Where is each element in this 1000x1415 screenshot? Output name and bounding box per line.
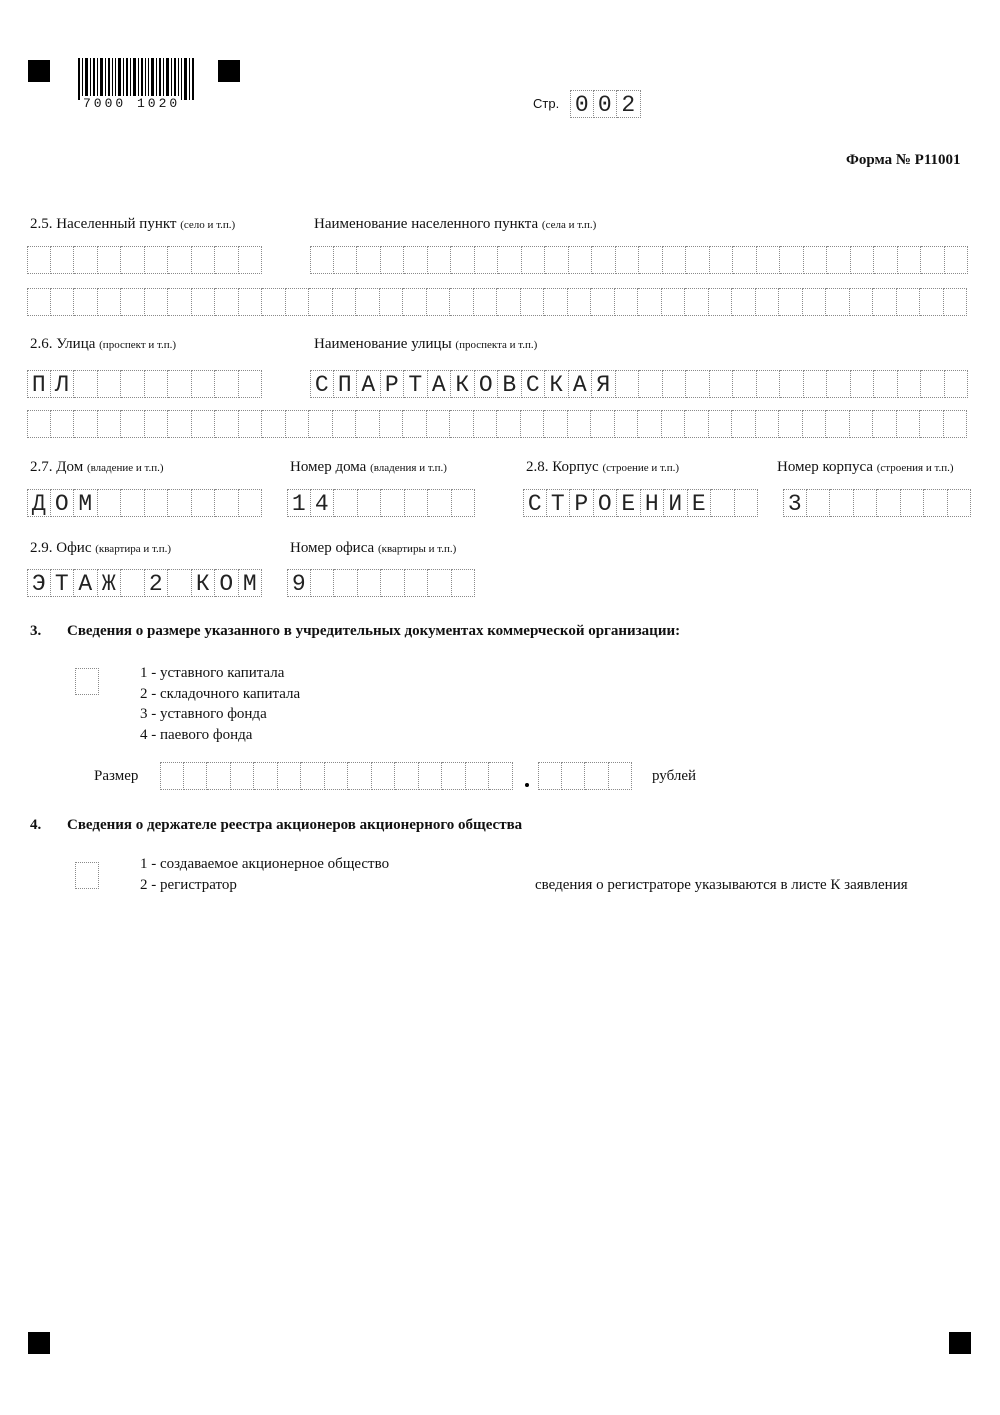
- char-cell: В: [498, 370, 522, 398]
- char-cell: Н: [641, 489, 665, 517]
- char-cell: [710, 370, 734, 398]
- s3-option-4: 4 - паевого фонда: [140, 727, 253, 743]
- char-cell: С: [522, 370, 546, 398]
- page-digit-cell: 0: [570, 90, 594, 118]
- char-cell: 2: [145, 569, 169, 597]
- s3-size-integer-input[interactable]: [160, 762, 513, 790]
- char-cell: [168, 410, 192, 438]
- char-cell: [898, 370, 922, 398]
- s4-option-2: 2 - регистратор: [140, 877, 237, 893]
- s27-num-label: Номер дома (владения и т.п.): [290, 459, 447, 475]
- char-cell: [309, 288, 333, 316]
- char-cell: [591, 288, 615, 316]
- char-cell: [192, 370, 216, 398]
- char-cell: [160, 762, 184, 790]
- char-cell: [851, 246, 875, 274]
- char-cell: О: [594, 489, 618, 517]
- char-cell: [74, 246, 98, 274]
- s26-name-input-line1[interactable]: [310, 370, 968, 398]
- char-cell: П: [27, 370, 51, 398]
- char-cell: [310, 246, 334, 274]
- s3-option-3: 3 - уставного фонда: [140, 706, 267, 722]
- s3-option-1: 1 - уставного капитала: [140, 665, 285, 681]
- char-cell: [192, 489, 216, 517]
- char-cell: [427, 410, 451, 438]
- char-cell: [74, 288, 98, 316]
- char-cell: [944, 410, 968, 438]
- char-cell: [521, 288, 545, 316]
- char-cell: [239, 489, 263, 517]
- s28-num-input[interactable]: [783, 489, 971, 517]
- char-cell: [121, 410, 145, 438]
- char-cell: [405, 489, 429, 517]
- char-cell: [920, 410, 944, 438]
- char-cell: О: [215, 569, 239, 597]
- char-cell: [497, 410, 521, 438]
- corner-marker-top-left: [28, 60, 50, 82]
- char-cell: [924, 489, 948, 517]
- char-cell: [452, 569, 476, 597]
- char-cell: [920, 288, 944, 316]
- char-cell: [311, 569, 335, 597]
- char-cell: [854, 489, 878, 517]
- char-cell: [215, 370, 239, 398]
- char-cell: Я: [592, 370, 616, 398]
- char-cell: [498, 246, 522, 274]
- char-cell: [51, 288, 75, 316]
- char-cell: [945, 370, 969, 398]
- page-digit-cell: 0: [594, 90, 618, 118]
- char-cell: [403, 288, 427, 316]
- char-cell: [877, 489, 901, 517]
- s4-option-1: 1 - создаваемое акционерное общество: [140, 856, 390, 872]
- char-cell: М: [239, 569, 263, 597]
- char-cell: Ж: [98, 569, 122, 597]
- char-cell: [27, 410, 51, 438]
- char-cell: [356, 410, 380, 438]
- s28-num-label: Номер корпуса (строения и т.п.): [777, 459, 954, 475]
- char-cell: [239, 410, 263, 438]
- char-cell: 3: [783, 489, 807, 517]
- char-cell: [638, 288, 662, 316]
- char-cell: [639, 370, 663, 398]
- char-cell: [121, 569, 145, 597]
- char-cell: [27, 246, 51, 274]
- char-cell: [615, 288, 639, 316]
- char-cell: [807, 489, 831, 517]
- char-cell: [874, 246, 898, 274]
- char-cell: [286, 288, 310, 316]
- char-cell: [830, 489, 854, 517]
- char-cell: [522, 246, 546, 274]
- s29-label: 2.9. Офис (квартира и т.п.): [30, 540, 172, 556]
- char-cell: [497, 288, 521, 316]
- char-cell: [732, 410, 756, 438]
- char-cell: Е: [617, 489, 641, 517]
- char-cell: [451, 246, 475, 274]
- s4-number: 4.: [30, 817, 42, 833]
- char-cell: А: [569, 370, 593, 398]
- char-cell: [98, 370, 122, 398]
- char-cell: [569, 246, 593, 274]
- char-cell: [357, 246, 381, 274]
- char-cell: [851, 370, 875, 398]
- page-number-cells: [570, 90, 641, 118]
- s26-type-input[interactable]: [27, 370, 262, 398]
- char-cell: А: [74, 569, 98, 597]
- char-cell: [27, 288, 51, 316]
- char-cell: [145, 246, 169, 274]
- s3-title: Сведения о размере указанного в учредительных документах коммерческой организации:: [67, 623, 681, 639]
- char-cell: [51, 246, 75, 274]
- s25-name-input-line1[interactable]: [310, 246, 968, 274]
- char-cell: [262, 288, 286, 316]
- char-cell: [538, 762, 562, 790]
- char-cell: [381, 246, 405, 274]
- char-cell: [239, 288, 263, 316]
- char-cell: [121, 370, 145, 398]
- char-cell: Р: [570, 489, 594, 517]
- char-cell: [192, 288, 216, 316]
- char-cell: [489, 762, 513, 790]
- char-cell: [168, 288, 192, 316]
- s3-number: 3.: [30, 623, 42, 639]
- char-cell: [168, 569, 192, 597]
- char-cell: [780, 370, 804, 398]
- char-cell: М: [74, 489, 98, 517]
- s25-label: 2.5. Населенный пункт (село и т.п.): [30, 216, 236, 232]
- char-cell: [662, 288, 686, 316]
- barcode-digits: 7000 1020: [83, 96, 181, 111]
- char-cell: [286, 410, 310, 438]
- char-cell: [921, 370, 945, 398]
- char-cell: [685, 410, 709, 438]
- char-cell: [428, 489, 452, 517]
- s25-name-label: Наименование населенного пункта (села и т.п.): [314, 216, 597, 232]
- char-cell: [804, 370, 828, 398]
- s27-type-input[interactable]: [27, 489, 262, 517]
- char-cell: [215, 246, 239, 274]
- char-cell: [450, 410, 474, 438]
- char-cell: [121, 246, 145, 274]
- char-cell: [756, 410, 780, 438]
- s26-name-label: Наименование улицы (проспекта и т.п.): [314, 336, 538, 352]
- s29-num-label: Номер офиса (квартиры и т.п.): [290, 540, 457, 556]
- char-cell: [779, 410, 803, 438]
- char-cell: Д: [27, 489, 51, 517]
- char-cell: [850, 288, 874, 316]
- char-cell: [897, 410, 921, 438]
- char-cell: [192, 410, 216, 438]
- char-cell: [380, 410, 404, 438]
- char-cell: [710, 246, 734, 274]
- char-cell: [591, 410, 615, 438]
- char-cell: [827, 246, 851, 274]
- char-cell: [184, 762, 208, 790]
- char-cell: [395, 762, 419, 790]
- s27-label: 2.7. Дом (владение и т.п.): [30, 459, 164, 475]
- char-cell: О: [475, 370, 499, 398]
- char-cell: [948, 489, 972, 517]
- char-cell: Л: [51, 370, 75, 398]
- char-cell: [358, 569, 382, 597]
- char-cell: [98, 489, 122, 517]
- char-cell: [757, 246, 781, 274]
- char-cell: А: [357, 370, 381, 398]
- char-cell: [466, 762, 490, 790]
- char-cell: [475, 246, 499, 274]
- char-cell: [239, 370, 263, 398]
- char-cell: 1: [287, 489, 311, 517]
- char-cell: [428, 246, 452, 274]
- char-cell: [372, 762, 396, 790]
- char-cell: [334, 569, 358, 597]
- char-cell: [663, 370, 687, 398]
- page-label: Стр.: [533, 96, 560, 111]
- char-cell: [192, 246, 216, 274]
- char-cell: [944, 288, 968, 316]
- char-cell: [450, 288, 474, 316]
- char-cell: [231, 762, 255, 790]
- char-cell: [685, 288, 709, 316]
- char-cell: [873, 410, 897, 438]
- char-cell: [615, 410, 639, 438]
- char-cell: Т: [404, 370, 428, 398]
- char-cell: 4: [311, 489, 335, 517]
- char-cell: К: [192, 569, 216, 597]
- char-cell: [51, 410, 75, 438]
- s29-num-input[interactable]: [287, 569, 475, 597]
- s3-size-fraction-input[interactable]: [538, 762, 632, 790]
- char-cell: П: [334, 370, 358, 398]
- s28-label: 2.8. Корпус (строение и т.п.): [526, 459, 680, 475]
- decimal-point: [525, 783, 529, 787]
- char-cell: [215, 489, 239, 517]
- char-cell: [638, 410, 662, 438]
- char-cell: [568, 288, 592, 316]
- char-cell: [428, 569, 452, 597]
- s28-type-input[interactable]: [523, 489, 758, 517]
- s3-option-2: 2 - складочного капитала: [140, 686, 301, 702]
- char-cell: [168, 370, 192, 398]
- char-cell: [380, 288, 404, 316]
- char-cell: [544, 288, 568, 316]
- char-cell: [121, 489, 145, 517]
- s4-note: сведения о регистраторе указываются в листе К заявления: [535, 877, 908, 893]
- char-cell: [921, 246, 945, 274]
- char-cell: [254, 762, 278, 790]
- s29-type-input[interactable]: [27, 569, 262, 597]
- char-cell: [121, 288, 145, 316]
- char-cell: [803, 410, 827, 438]
- char-cell: Р: [381, 370, 405, 398]
- s25-name-input-line2[interactable]: [27, 288, 967, 316]
- char-cell: [609, 762, 633, 790]
- char-cell: [358, 489, 382, 517]
- char-cell: С: [310, 370, 334, 398]
- s4-title: Сведения о держателе реестра акционеров акционерного общества: [67, 817, 523, 833]
- char-cell: [732, 288, 756, 316]
- char-cell: [381, 569, 405, 597]
- char-cell: [945, 246, 969, 274]
- char-cell: [381, 489, 405, 517]
- char-cell: [897, 288, 921, 316]
- char-cell: [309, 410, 333, 438]
- char-cell: [663, 246, 687, 274]
- char-cell: [521, 410, 545, 438]
- char-cell: Э: [27, 569, 51, 597]
- char-cell: [827, 370, 851, 398]
- char-cell: С: [523, 489, 547, 517]
- char-cell: А: [428, 370, 452, 398]
- char-cell: [662, 410, 686, 438]
- char-cell: О: [51, 489, 75, 517]
- char-cell: [239, 246, 263, 274]
- char-cell: 9: [287, 569, 311, 597]
- char-cell: [756, 288, 780, 316]
- char-cell: [452, 489, 476, 517]
- char-cell: [207, 762, 231, 790]
- char-cell: [585, 762, 609, 790]
- char-cell: [544, 410, 568, 438]
- s27-num-input[interactable]: [287, 489, 475, 517]
- char-cell: [592, 246, 616, 274]
- corner-marker-top-right: [218, 60, 240, 82]
- char-cell: [686, 246, 710, 274]
- page-digit-cell: 2: [617, 90, 641, 118]
- char-cell: И: [664, 489, 688, 517]
- char-cell: [74, 410, 98, 438]
- char-cell: [442, 762, 466, 790]
- char-cell: [419, 762, 443, 790]
- char-cell: [711, 489, 735, 517]
- s26-label: 2.6. Улица (проспект и т.п.): [30, 336, 177, 352]
- char-cell: [215, 410, 239, 438]
- char-cell: К: [451, 370, 475, 398]
- char-cell: [145, 410, 169, 438]
- char-cell: [333, 410, 357, 438]
- char-cell: [98, 246, 122, 274]
- corner-marker-bottom-left: [28, 1332, 50, 1354]
- char-cell: Т: [51, 569, 75, 597]
- char-cell: [74, 370, 98, 398]
- s3-currency-label: рублей: [652, 768, 697, 784]
- char-cell: [901, 489, 925, 517]
- char-cell: [334, 246, 358, 274]
- char-cell: [168, 246, 192, 274]
- char-cell: [639, 246, 663, 274]
- char-cell: [474, 410, 498, 438]
- char-cell: [145, 489, 169, 517]
- char-cell: [780, 246, 804, 274]
- s3-type-checkbox[interactable]: [75, 668, 99, 695]
- form-title: Форма № Р11001: [846, 152, 961, 168]
- char-cell: [145, 288, 169, 316]
- char-cell: Т: [547, 489, 571, 517]
- char-cell: [735, 489, 759, 517]
- char-cell: [709, 410, 733, 438]
- char-cell: [333, 288, 357, 316]
- char-cell: [98, 410, 122, 438]
- char-cell: [826, 410, 850, 438]
- char-cell: [334, 489, 358, 517]
- char-cell: [278, 762, 302, 790]
- barcode: [78, 58, 196, 112]
- corner-marker-bottom-right: [949, 1332, 971, 1354]
- char-cell: [325, 762, 349, 790]
- char-cell: [474, 288, 498, 316]
- char-cell: Е: [688, 489, 712, 517]
- s4-holder-checkbox[interactable]: [75, 862, 99, 889]
- char-cell: [803, 288, 827, 316]
- char-cell: [733, 370, 757, 398]
- s25-type-input[interactable]: [27, 246, 262, 274]
- char-cell: [427, 288, 451, 316]
- char-cell: [873, 288, 897, 316]
- char-cell: [616, 246, 640, 274]
- char-cell: К: [545, 370, 569, 398]
- char-cell: [779, 288, 803, 316]
- char-cell: [405, 569, 429, 597]
- char-cell: [98, 288, 122, 316]
- s26-name-input-line2[interactable]: [27, 410, 967, 438]
- char-cell: [403, 410, 427, 438]
- char-cell: [356, 288, 380, 316]
- char-cell: [898, 246, 922, 274]
- char-cell: [404, 246, 428, 274]
- char-cell: [168, 489, 192, 517]
- char-cell: [215, 288, 239, 316]
- char-cell: [568, 410, 592, 438]
- char-cell: [874, 370, 898, 398]
- char-cell: [850, 410, 874, 438]
- char-cell: [616, 370, 640, 398]
- char-cell: [262, 410, 286, 438]
- char-cell: [733, 246, 757, 274]
- char-cell: [301, 762, 325, 790]
- char-cell: [545, 246, 569, 274]
- char-cell: [757, 370, 781, 398]
- char-cell: [709, 288, 733, 316]
- char-cell: [562, 762, 586, 790]
- char-cell: [686, 370, 710, 398]
- barcode-bars: [78, 58, 196, 100]
- char-cell: [145, 370, 169, 398]
- char-cell: [804, 246, 828, 274]
- s3-size-label: Размер: [94, 768, 139, 784]
- char-cell: [348, 762, 372, 790]
- char-cell: [826, 288, 850, 316]
